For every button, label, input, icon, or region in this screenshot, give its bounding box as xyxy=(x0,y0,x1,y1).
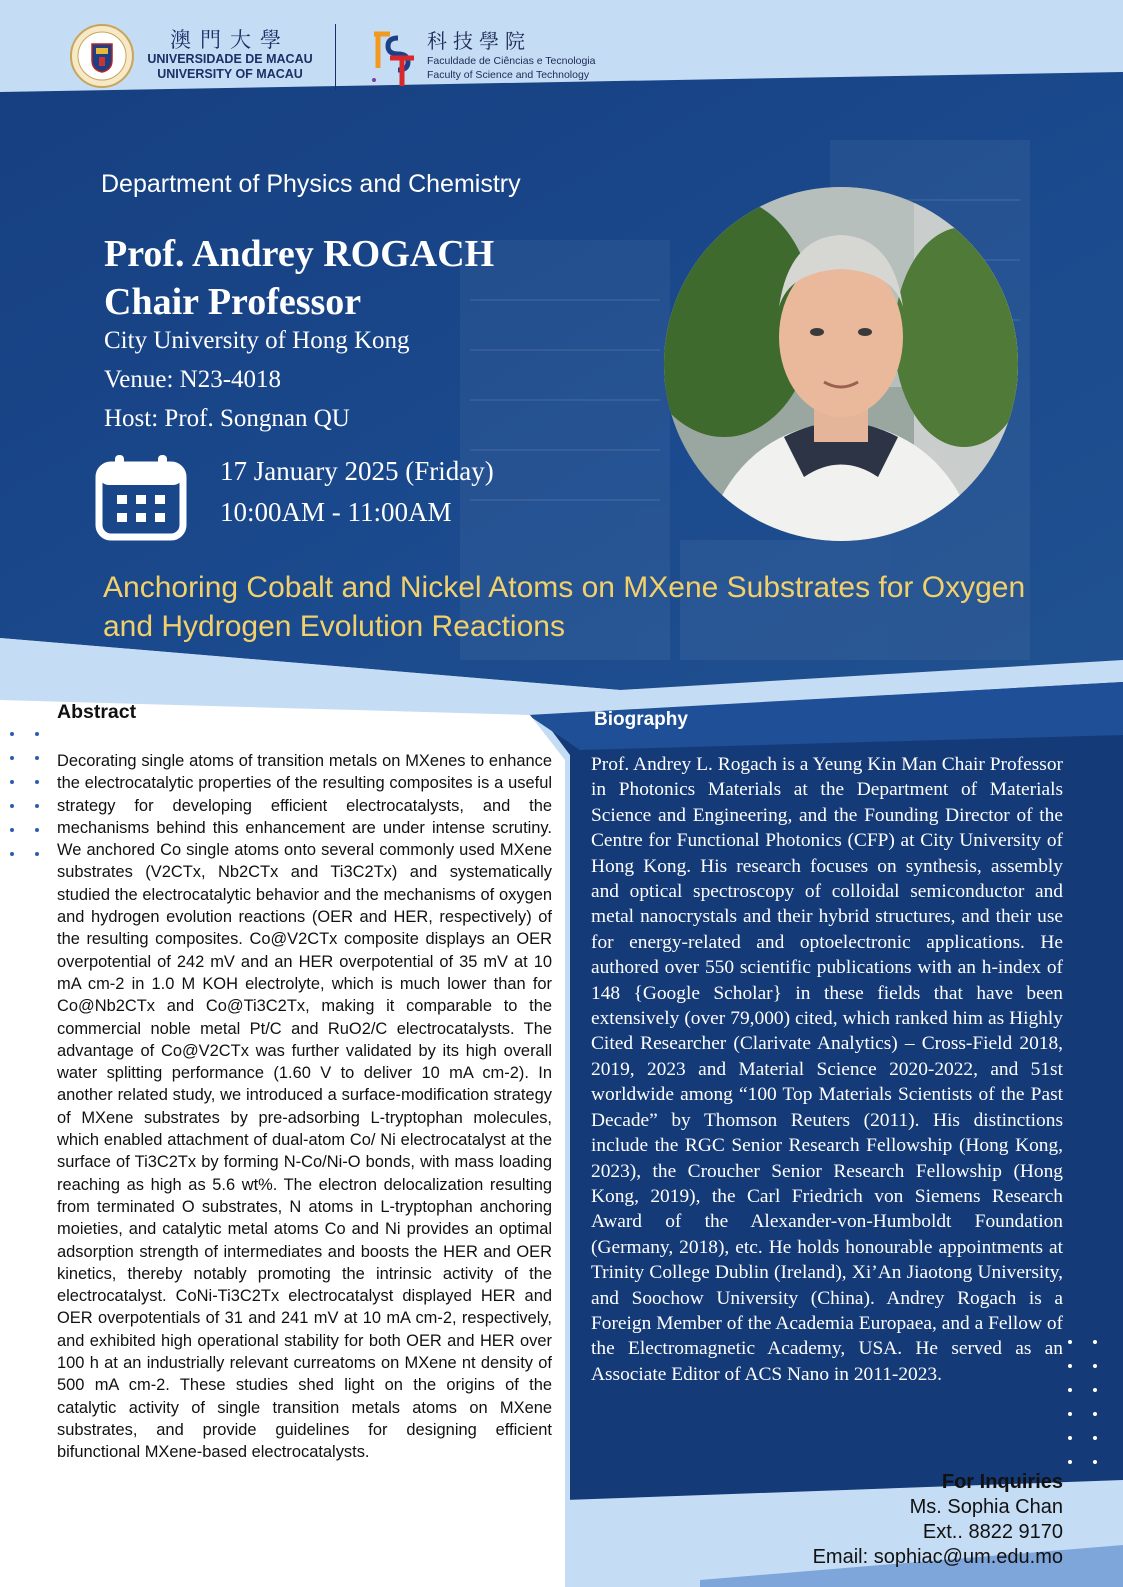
decorative-dots-right xyxy=(1068,1340,1108,1470)
um-name-pt: UNIVERSIDADE DE MACAU xyxy=(147,52,313,66)
university-seal-icon xyxy=(70,24,134,88)
decorative-dot xyxy=(1093,1412,1097,1416)
contact-ext: Ext.. 8822 9170 xyxy=(922,1521,1063,1543)
decorative-dot xyxy=(1093,1388,1097,1392)
contact-email[interactable]: Email: sophiac@um.edu.mo xyxy=(812,1546,1063,1568)
speaker-name: Prof. Andrey ROGACH xyxy=(104,233,495,275)
decorative-dot xyxy=(10,804,14,808)
fst-name-en: Faculty of Science and Technology xyxy=(427,69,590,81)
decorative-dot xyxy=(1093,1340,1097,1344)
fst-logo-text xyxy=(427,28,596,82)
decorative-dot xyxy=(35,756,39,760)
decorative-dot xyxy=(35,828,39,832)
um-name-cn: 澳門大學 xyxy=(170,28,290,52)
decorative-dot xyxy=(1093,1436,1097,1440)
decorative-dot xyxy=(35,732,39,736)
um-logo-text xyxy=(145,28,315,82)
speaker-title: Chair Professor xyxy=(104,281,362,323)
um-name-en: UNIVERSITY OF MACAU xyxy=(157,67,303,81)
calendar-icon xyxy=(95,455,187,541)
inquiries-heading: For Inquiries xyxy=(941,1471,1063,1493)
header-divider xyxy=(335,24,336,90)
contact-name: Ms. Sophia Chan xyxy=(909,1496,1063,1518)
talk-title: Anchoring Cobalt and Nickel Atoms on MXene Substrates for Oxygen and Hydrogen Evolution Reactions xyxy=(103,571,1026,643)
venue: Venue: N23-4018 xyxy=(104,366,282,393)
speaker-photo xyxy=(664,187,1018,541)
decorative-dot xyxy=(35,852,39,856)
decorative-dot xyxy=(35,780,39,784)
fst-logo-icon xyxy=(368,28,416,88)
decorative-dots-left xyxy=(10,732,50,862)
decorative-dot xyxy=(1068,1364,1072,1368)
fst-name-cn: 科技學院 xyxy=(427,29,531,53)
decorative-dot xyxy=(1068,1436,1072,1440)
decorative-dot xyxy=(35,804,39,808)
decorative-dot xyxy=(10,732,14,736)
decorative-dot xyxy=(1093,1364,1097,1368)
abstract-heading: Abstract xyxy=(57,701,137,723)
biography-text: Prof. Andrey L. Rogach is a Yeung Kin Man Chair Professor in Photonics Materials at the Department of Materials Science and Engineering, and the Founding Director of the Centre for Functional Photonics (CFP) at City University of Hong Kong. His research focuses on synthesis, assembly and optical spectroscopy of colloidal semiconductor and metal nanocrystals and their hybrid structures, and their use for energy-related and optoelectronic applications. He authored over 550 scientific publications with an h-index of 148 {Google Scholar} in these fields that have been extensively (over 79,000) cited, which ranked him as Highly Cited Researcher (Clarivate Analytics) – Cross-Field 2018, 2019, 2023 and Material Science 2020-2022, and 51st worldwide among “100 Top Materials Scientists of the Past Decade” by Thomson Reuters (2011). His distinctions include the RGC Senior Research Fellowship (Hong Kong, 2023), the Croucher Senior Research Fellowship (Hong Kong, 2019), the Carl Friedrich von Siemens Research Award of the Alexander-von-Humboldt Foundation (Germany, 2018), etc. He holds honourable appointments at Trinity College Dublin (Ireland), Xi’An Jiaotong University, and Soochow University (China). Andrey Rogach is a Foreign Member of the Academia Europaea, and a Fellow of the Electromagnetic Academy, USA. He served as an Associate Editor of ACS Nano in 2011-2023. xyxy=(591,754,1063,1385)
decorative-dot xyxy=(10,780,14,784)
decorative-dot xyxy=(10,828,14,832)
decorative-dot xyxy=(1093,1460,1097,1464)
decorative-dot xyxy=(10,756,14,760)
speaker-block xyxy=(104,230,494,326)
decorative-dot xyxy=(1068,1460,1072,1464)
event-time: 10:00AM - 11:00AM xyxy=(220,497,452,527)
decorative-dot xyxy=(10,852,14,856)
decorative-dot xyxy=(1068,1388,1072,1392)
department-name: Department of Physics and Chemistry xyxy=(101,170,521,198)
abstract-text: Decorating single atoms of transition metals on MXenes to enhance the electrocatalytic properties of the resulting composites is a useful strategy for developing efficient electrocatalysts, and the mechanisms behind this enhancement are under intense scrutiny. We anchored Co single atoms onto several commonly used MXene substrates (V2CTx, Nb2CTx and Ti3C2Tx) and systematically studied the electrocatalytic behavior and the mechanisms of oxygen and hydrogen evolution reactions (OER and HER, respectively) of the resulting composites. Co@V2CTx composite displays an OER overpotential of 242 mV and an HER overpotential of 35 mV at 10 mA cm-2 in 1.0 M KOH electrolyte, which is much lower than for Co@Nb2CTx and Co@Ti3C2Tx, making it comparable to the commercial noble metal Pt/C and RuO2/C electrocatalysts. The advantage of Co@V2CTx was further validated by its high overall water splitting performance (1.60 V to deliver 10 mA cm-2). In another related study, we introduced a surface-modification strategy of MXene substrates by pre-adsorbing L-tryptophan molecules, which enabled attachment of dual-atom Co/ Ni electrocatalyst at the surface of Ti3C2Tx by forming N-Co/Ni-O bonds, with mass loading reaching as high as 5.6 wt%. The electron delocalization resulting from terminated O substrates, N atoms in L-tryptophan anchoring moieties, and catalytic metal atoms Co and Ni provides an optimal adsorption strength of intermediates and boosts the HER and OER kinetics, thereby notably promoting the intrinsic activity of the electrocatalyst. CoNi-Ti3C2Tx electrocatalyst displayed HER and OER overpotentials of 31 and 241 mV at 10 mA cm-2, respectively, and exhibited high operational stability for both OER and HER over 100 h at an industrially relevant curreatoms on MXene nt density of 500 mA cm-2. These studies shed light on the origins of the catalytic activity of single transition metals atoms on MXene substrates, and provide guidelines for designing efficient bifunctional MXene-based electrocatalysts. xyxy=(57,752,552,1462)
event-date: 17 January 2025 (Friday) xyxy=(220,456,494,486)
decorative-dot xyxy=(1068,1340,1072,1344)
speaker-affiliation: City University of Hong Kong xyxy=(104,327,410,354)
biography-heading: Biography xyxy=(594,709,688,730)
host: Host: Prof. Songnan QU xyxy=(104,405,350,432)
decorative-dot xyxy=(1068,1412,1072,1416)
fst-name-pt: Faculdade de Ciências e Tecnologia xyxy=(427,55,596,67)
